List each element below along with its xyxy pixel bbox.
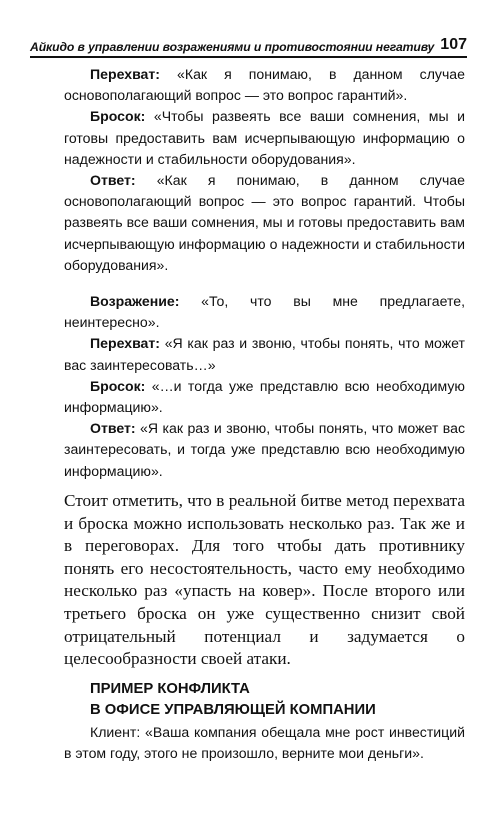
dialog-line-objection <box>64 291 465 333</box>
dialog-text: «…и тогда уже представлю всю необходимую информацию». <box>64 377 465 416</box>
dialog-text: «Чтобы развеять все ваши сомнения, мы и готовы предоставить вам исчерпывающую информацию о надежности и стабильности оборудования». <box>64 108 465 167</box>
page-number: 107 <box>440 36 467 53</box>
dialog-text: «Как я понимаю, в данном случае основополагающий вопрос — это вопрос гарантий». <box>64 66 465 104</box>
section-heading <box>90 679 465 721</box>
body-paragraph: Стоит отметить, что в реальной битве метод перехвата и броска можно использовать несколько раз. Так же и в переговорах. Для того чтобы дать противнику понять его несостоятельность, часто ему необходимо несколько раз «упасть на ковер». После второго или третьего броска он уже существенно снизит свой отрицательный потенциал и задумается о целесообразности своей атаки. <box>64 491 465 669</box>
dialog-line-answer <box>64 418 465 482</box>
dialog-block-guarantees <box>64 64 465 276</box>
running-header <box>30 28 467 58</box>
body-paragraph-block <box>64 490 465 671</box>
dialog-label: Бросок: <box>90 377 146 394</box>
dialog-text: «Как я понимаю, в данном случае основополагающий вопрос — это вопрос гарантий. Чтобы развеять все ваши сомнения, мы и готовы предоставить вам исчерпывающую информацию о надежности и стабильности оборудования». <box>64 172 465 273</box>
dialog-block-not-interested <box>64 291 465 482</box>
section-heading-line: В ОФИСЕ УПРАВЛЯЮЩЕЙ КОМПАНИИ <box>90 702 376 718</box>
section-heading-line: ПРИМЕР КОНФЛИКТА <box>90 681 250 697</box>
dialog-label: Ответ: <box>90 172 136 189</box>
dialog-label: Перехват: <box>90 335 160 352</box>
dialog-label: Перехват: <box>90 66 160 82</box>
dialog-text: «Я как раз и звоню, чтобы понять, что может вас заинтересовать, и тогда уже представлю всю необходимую информацию». <box>64 420 465 479</box>
dialog-line-throw <box>64 106 465 170</box>
dialog-label: Бросок: <box>90 108 146 125</box>
running-header-title: Айкидо в управлении возражениями и противостоянии негативу <box>30 40 435 54</box>
dialog-line-intercept <box>64 64 465 106</box>
dialog-label: Ответ: <box>90 420 136 437</box>
section-dialog-block <box>64 722 465 764</box>
dialog-line-intercept <box>64 333 465 375</box>
dialog-text: «Я как раз и звоню, чтобы понять, что может вас заинтересовать…» <box>64 335 465 373</box>
client-line: Клиент: «Ваша компания обещала мне рост инвестиций в этом году, этого не произошло, верните мои деньги». <box>64 724 465 762</box>
dialog-label: Возражение: <box>90 293 180 309</box>
dialog-line-throw <box>64 376 465 418</box>
dialog-text: «То, что вы мне предлагаете, неинтересно». <box>64 293 465 331</box>
dialog-line-answer <box>64 170 465 276</box>
